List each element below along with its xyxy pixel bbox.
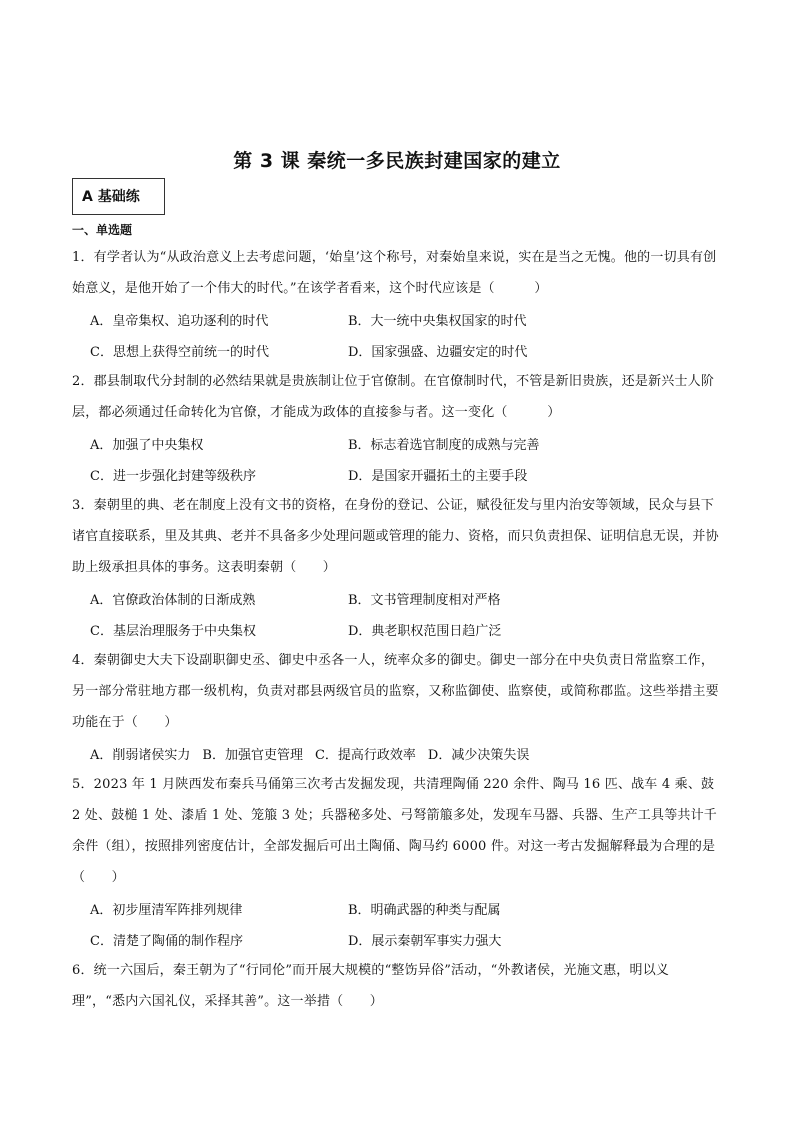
option-list	[72, 583, 722, 645]
option-list	[72, 428, 722, 490]
option-d[interactable]: D．减少决策失误	[427, 748, 530, 763]
option-c[interactable]: C．提高行政效率	[314, 748, 416, 763]
page-title: 第 3 课 秦统一多民族封建国家的建立	[233, 150, 561, 172]
question-1	[72, 242, 722, 366]
question-stem: 3．秦朝里的典、老在制度上没有文书的资格，在身份的登记、公证，赋役征发与里内治安等领域，民众与县下诸官直接联系，里及其典、老并不具备多少处理问题或管理的能力、资格，而只负责担保、证明信息无误，并协助上级承担具体的事务。这表明秦朝（ ）	[72, 498, 719, 575]
option-a[interactable]: A．初步厘清军阵排列规律	[90, 903, 243, 918]
option-c[interactable]: C．思想上获得空前统一的时代	[90, 345, 269, 360]
option-c[interactable]: C．基层治理服务于中央集权	[90, 624, 256, 639]
option-b[interactable]: B．明确武器的种类与配属	[348, 903, 501, 918]
option-a[interactable]: A．加强了中央集权	[90, 438, 204, 453]
question-5	[72, 769, 722, 955]
option-c[interactable]: C．清楚了陶俑的制作程序	[90, 934, 243, 949]
question-6	[72, 955, 722, 1017]
option-d[interactable]: D．典老职权范围日趋广泛	[348, 624, 502, 639]
option-c[interactable]: C．进一步强化封建等级秩序	[90, 469, 256, 484]
option-d[interactable]: D．国家强盛、边疆安定的时代	[348, 345, 528, 360]
option-a[interactable]: A．皇帝集权、追功逐利的时代	[90, 314, 269, 329]
question-stem: 4．秦朝御史大夫下设副职御史丞、御史中丞各一人，统率众多的御史。御史一部分在中央负责日常监察工作，另一部分常驻地方郡一级机构，负责对郡县两级官员的监察，又称监御使、监察使，或简称郡监。这些举措主要功能在于（ ）	[72, 653, 719, 730]
level-box: A 基础练	[72, 178, 165, 215]
question-4	[72, 645, 722, 769]
question-list	[72, 242, 722, 1017]
option-a[interactable]: A．官僚政治体制的日渐成熟	[90, 593, 256, 608]
question-3	[72, 490, 722, 645]
option-d[interactable]: D．是国家开疆拓土的主要手段	[348, 469, 528, 484]
option-a[interactable]: A．削弱诸侯实力	[90, 748, 191, 763]
question-stem: 5．2023 年 1 月陕西发布秦兵马俑第三次考古发掘发现，共清理陶俑 220 余件、陶马 16 匹、战车 4 乘、鼓 2 处、鼓槌 1 处、漆盾 1 处、笼箙 3 处；兵器秘多处、弓弩箭箙多处，发现车马器、兵器、生产工具等共计千余件（组），按照排列密度估计，全部发掘后可出土陶俑、陶马约 6000 件。对这一考古发掘解释最为合理的是（ ）	[72, 777, 718, 885]
question-stem: 6．统一六国后，秦王朝为了“行同伦”而开展大规模的“整饬异俗”活动，“外教诸侯，光施文惠，明以义理”，“悉内六国礼仪，采择其善”。这一举措（ ）	[72, 963, 670, 1009]
option-b[interactable]: B．标志着选官制度的成熟与完善	[348, 438, 540, 453]
section-heading: 一、单选题	[72, 223, 133, 237]
option-list	[72, 893, 722, 955]
question-2	[72, 366, 722, 490]
option-list	[72, 304, 722, 366]
option-list	[72, 738, 722, 769]
option-b[interactable]: B．文书管理制度相对严格	[348, 593, 501, 608]
option-b[interactable]: B．大一统中央集权国家的时代	[348, 314, 527, 329]
question-stem: 2．郡县制取代分封制的必然结果就是贵族制让位于官僚制。在官僚制时代，不管是新旧贵族，还是新兴士人阶层，都必须通过任命转化为官僚，才能成为政体的直接参与者。这一变化（ ）	[72, 374, 715, 420]
option-b[interactable]: B．加强官吏管理	[202, 748, 303, 763]
option-d[interactable]: D．展示秦朝军事实力强大	[348, 934, 502, 949]
question-stem: 1．有学者认为“从政治意义上去考虑问题，‘始皇’这个称号，对秦始皇来说，实在是当之无愧。他的一切具有创始意义，是他开始了一个伟大的时代。”在该学者看来，这个时代应该是（ ）	[72, 250, 717, 296]
